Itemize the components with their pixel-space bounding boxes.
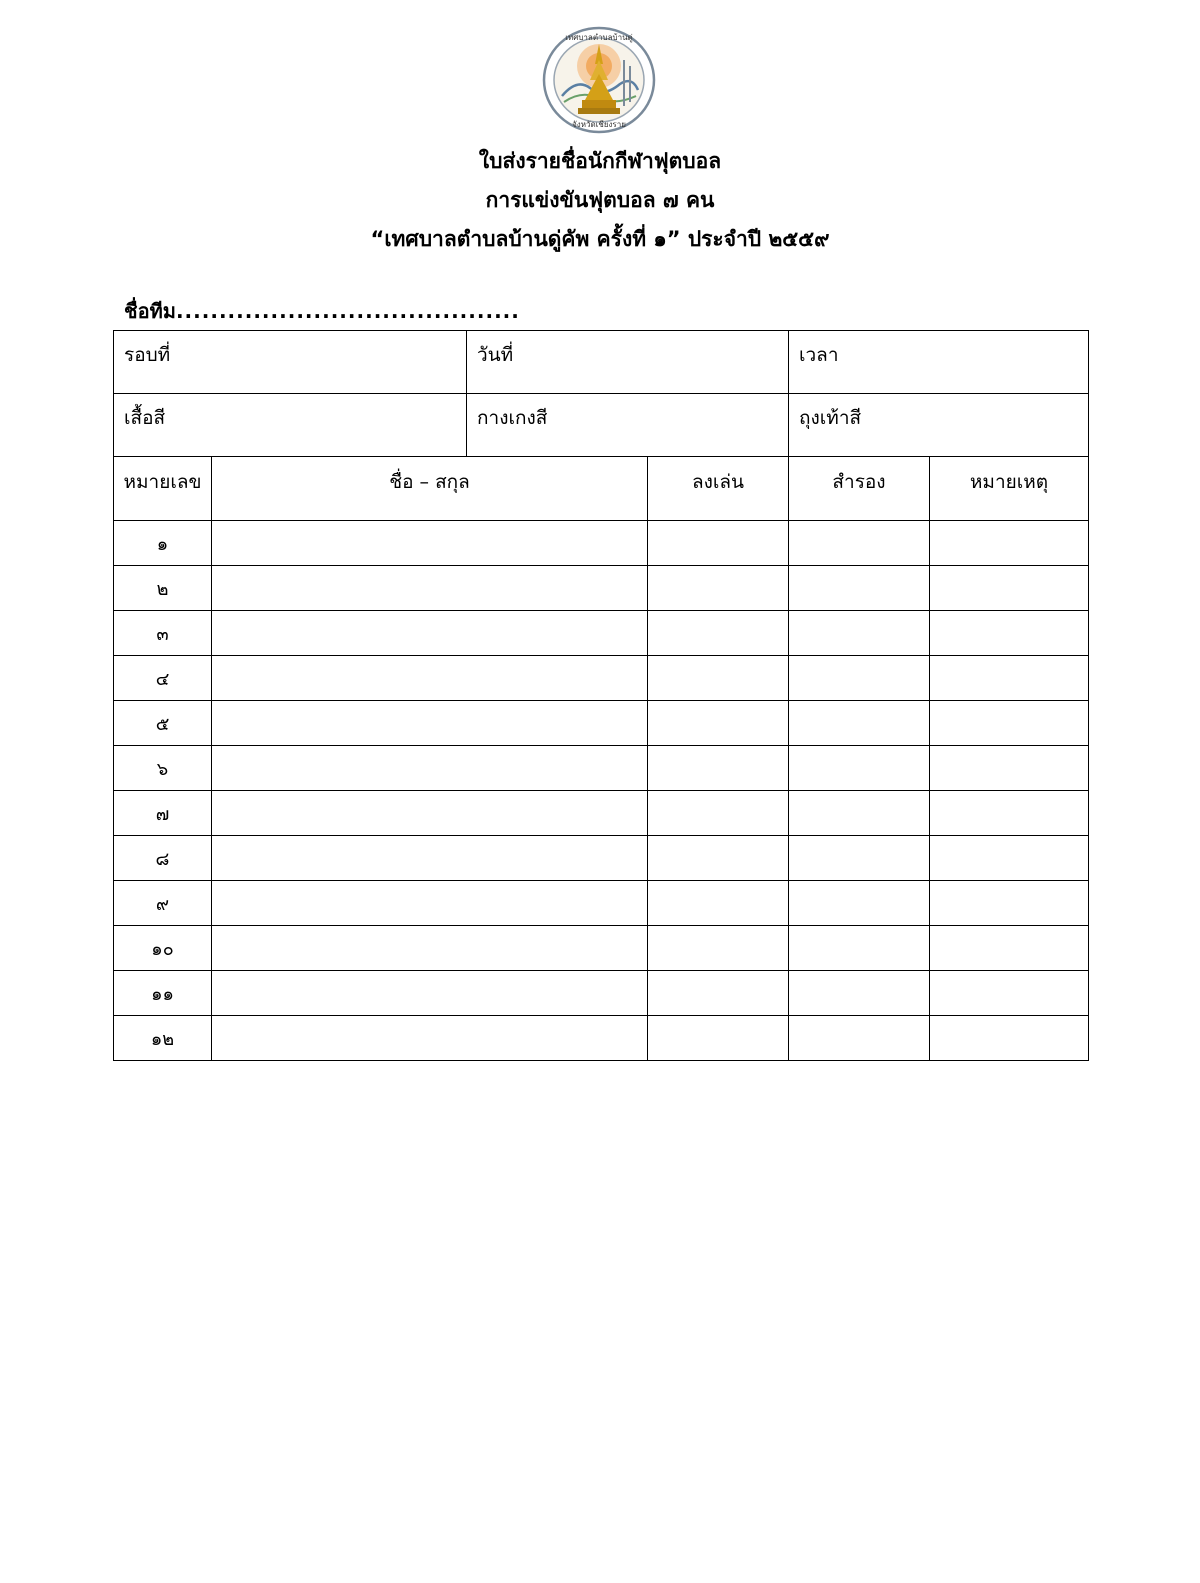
player-number: ๒ [114,566,212,611]
starter-cell[interactable] [648,521,789,566]
starter-cell[interactable] [648,566,789,611]
svg-text:เทศบาลตำบลบ้านดู่: เทศบาลตำบลบ้านดู่ [565,33,633,42]
remarks-cell[interactable] [930,791,1089,836]
table-row [114,656,1089,701]
shirt-color-field[interactable]: เสื้อสี [114,394,467,457]
player-name-cell[interactable] [212,1016,648,1061]
player-name-cell[interactable] [212,746,648,791]
player-name-cell[interactable] [212,566,648,611]
substitute-cell[interactable] [789,836,930,881]
socks-color-field[interactable]: ถุงเท้าสี [789,394,1089,457]
player-number: ๗ [114,791,212,836]
substitute-cell[interactable] [789,746,930,791]
player-roster-table [113,330,1089,1061]
title-line-2: การแข่งขันฟุตบอล ๗ คน [485,188,715,212]
player-number: ๙ [114,881,212,926]
team-name-label: ชื่อทีม [124,299,176,323]
player-number: ๖ [114,746,212,791]
title-line-3: “เทศบาลตำบลบ้านดู่คัพ ครั้งที่ ๑” ประจำปี ๒๕๕๙ [370,227,830,251]
table-row [114,926,1089,971]
player-number: ๕ [114,701,212,746]
column-header-starter: ลงเล่น [648,457,789,521]
document-header [0,142,1200,259]
substitute-cell[interactable] [789,926,930,971]
player-number: ๑๑ [114,971,212,1016]
table-row [114,521,1089,566]
remarks-cell[interactable] [930,566,1089,611]
substitute-cell[interactable] [789,611,930,656]
title-line-1: ใบส่งรายชื่อนักกีฬาฟุตบอล [478,149,722,173]
remarks-cell[interactable] [930,656,1089,701]
starter-cell[interactable] [648,701,789,746]
substitute-cell[interactable] [789,971,930,1016]
column-header-row [114,457,1089,521]
substitute-cell[interactable] [789,566,930,611]
starter-cell[interactable] [648,881,789,926]
substitute-cell[interactable] [789,521,930,566]
player-number: ๑ [114,521,212,566]
table-row [114,701,1089,746]
player-name-cell[interactable] [212,701,648,746]
substitute-cell[interactable] [789,791,930,836]
uniform-info-row [114,394,1089,457]
remarks-cell[interactable] [930,611,1089,656]
shorts-color-field[interactable]: กางเกงสี [467,394,789,457]
player-name-cell[interactable] [212,836,648,881]
starter-cell[interactable] [648,656,789,701]
table-row [114,611,1089,656]
table-row [114,746,1089,791]
round-field[interactable]: รอบที่ [114,331,467,394]
column-header-number: หมายเลข [114,457,212,521]
substitute-cell[interactable] [789,881,930,926]
substitute-cell[interactable] [789,701,930,746]
team-name-blank[interactable]: ........................................ [175,299,520,323]
starter-cell[interactable] [648,1016,789,1061]
player-number: ๑๒ [114,1016,212,1061]
date-field[interactable]: วันที่ [467,331,789,394]
match-info-row [114,331,1089,394]
starter-cell[interactable] [648,791,789,836]
team-name-line [124,295,520,327]
table-row [114,836,1089,881]
table-row [114,1016,1089,1061]
time-field[interactable]: เวลา [789,331,1089,394]
player-name-cell[interactable] [212,521,648,566]
remarks-cell[interactable] [930,521,1089,566]
player-number: ๔ [114,656,212,701]
table-row [114,881,1089,926]
remarks-cell[interactable] [930,1016,1089,1061]
player-name-cell[interactable] [212,611,648,656]
table-row [114,971,1089,1016]
remarks-cell[interactable] [930,836,1089,881]
substitute-cell[interactable] [789,1016,930,1061]
table-row [114,566,1089,611]
player-name-cell[interactable] [212,881,648,926]
player-name-cell[interactable] [212,926,648,971]
substitute-cell[interactable] [789,656,930,701]
remarks-cell[interactable] [930,926,1089,971]
player-number: ๑๐ [114,926,212,971]
municipality-logo [542,26,656,134]
remarks-cell[interactable] [930,746,1089,791]
column-header-substitute: สำรอง [789,457,930,521]
player-name-cell[interactable] [212,971,648,1016]
remarks-cell[interactable] [930,701,1089,746]
table-row [114,791,1089,836]
starter-cell[interactable] [648,746,789,791]
starter-cell[interactable] [648,611,789,656]
remarks-cell[interactable] [930,881,1089,926]
player-name-cell[interactable] [212,791,648,836]
player-number: ๘ [114,836,212,881]
player-name-cell[interactable] [212,656,648,701]
starter-cell[interactable] [648,971,789,1016]
starter-cell[interactable] [648,836,789,881]
remarks-cell[interactable] [930,971,1089,1016]
column-header-name: ชื่อ – สกุล [212,457,648,521]
column-header-remarks: หมายเหตุ [930,457,1089,521]
starter-cell[interactable] [648,926,789,971]
player-number: ๓ [114,611,212,656]
svg-text:จังหวัดเชียงราย: จังหวัดเชียงราย [572,120,626,129]
